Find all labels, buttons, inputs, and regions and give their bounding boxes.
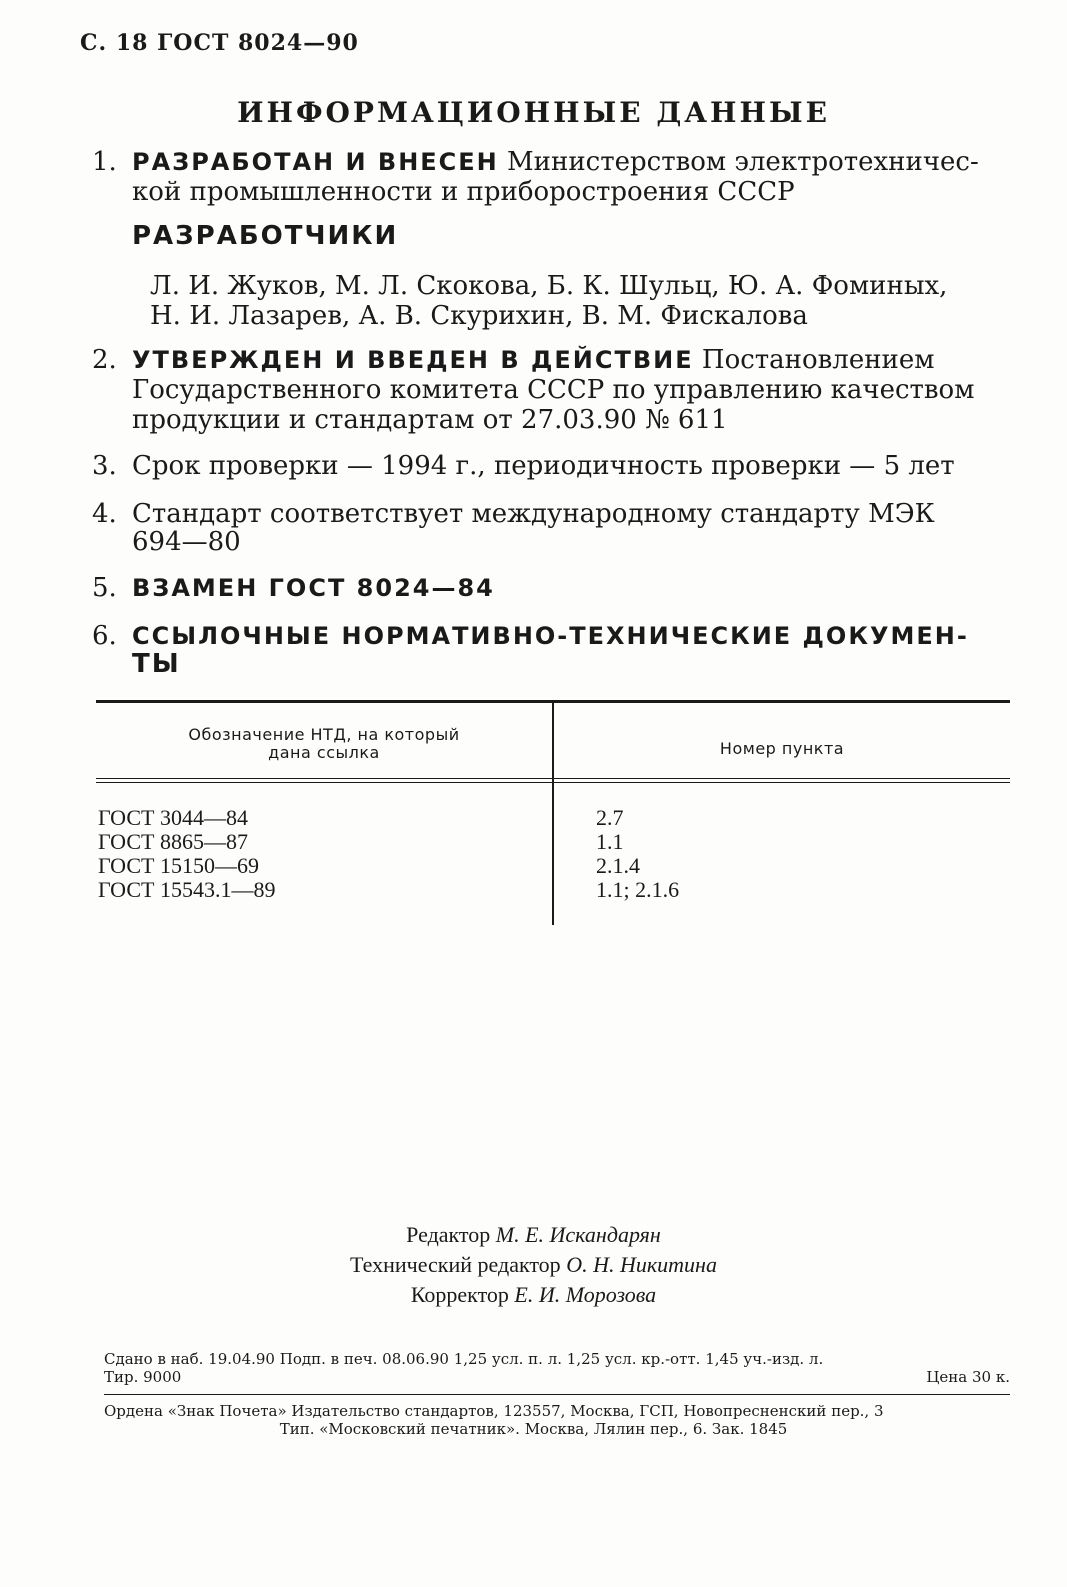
section-title: ИНФОРМАЦИОННЫЕ ДАННЫЕ [237, 96, 830, 129]
credit-name: М. Е. Искандарян [495, 1222, 661, 1247]
item-text: Стандарт соответствует международному стандарту МЭК [132, 499, 935, 529]
item-3 [92, 452, 955, 480]
imprint-publisher: Ордена «Знак Почета» Издательство стандартов, 123557, Москва, ГСП, Новопресненский пер., 3 [104, 1402, 884, 1420]
table-header-designation [96, 726, 552, 762]
item-6 [92, 622, 969, 650]
item-lead: РАЗРАБОТАН И ВНЕСЕН [132, 148, 499, 176]
table-row-clause: 2.1.4 [596, 853, 640, 878]
item-number: 3. [92, 451, 117, 481]
item-number: 5. [92, 573, 117, 603]
table-row-doc: ГОСТ 15543.1—89 [98, 877, 276, 902]
developers-line-1: Л. И. Жуков, М. Л. Скокова, Б. К. Шульц, Ю. А. Фоминых, [150, 271, 948, 301]
item-text: Срок проверки — 1994 г., периодичность проверки — 5 лет [132, 451, 955, 481]
developers-line-2: Н. И. Лазарев, А. В. Скурихин, В. М. Фискалова [150, 301, 808, 331]
credit-role: Корректор [410, 1282, 509, 1307]
item-text: Постановлением [701, 345, 935, 375]
item-6-line-2: ТЫ [132, 649, 181, 679]
item-lead: УТВЕРЖДЕН И ВВЕДЕН В ДЕЙСТВИЕ [132, 346, 694, 374]
credit-editor [0, 1222, 1067, 1248]
item-1 [92, 148, 979, 176]
item-number: 4. [92, 499, 117, 529]
item-number: 6. [92, 621, 117, 651]
item-1-continuation: кой промышленности и приборостроения СССР [132, 177, 795, 207]
item-4-line-2: 694—80 [132, 527, 241, 557]
table-header-rule-2 [96, 782, 1010, 783]
table-column-divider [552, 703, 554, 925]
table-row-doc: ГОСТ 8865—87 [98, 829, 248, 854]
item-lead: ВЗАМЕН ГОСТ 8024—84 [132, 574, 495, 602]
developers-label: РАЗРАБОТЧИКИ [132, 221, 399, 251]
item-number: 1. [92, 147, 117, 177]
item-2 [92, 346, 934, 374]
table-row-doc: ГОСТ 15150—69 [98, 853, 259, 878]
table-header-clause: Номер пункта [719, 739, 845, 758]
credit-name: О. Н. Никитина [566, 1252, 717, 1277]
item-text: Министерством электротехничес- [507, 147, 979, 177]
item-2-line-2: Государственного комитета СССР по управлению качеством [132, 375, 975, 405]
credit-role: Технический редактор [350, 1252, 561, 1277]
table-header-rule-1 [96, 778, 1010, 779]
item-lead: ССЫЛОЧНЫЕ НОРМАТИВНО-ТЕХНИЧЕСКИЕ ДОКУМЕН- [132, 622, 969, 650]
item-5 [92, 574, 495, 602]
table-row-clause: 1.1 [596, 829, 624, 854]
table-row-clause: 2.7 [596, 805, 624, 830]
table-row-doc: ГОСТ 3044—84 [98, 805, 248, 830]
imprint-printer: Тип. «Московский печатник». Москва, Лялин пер., 6. Зак. 1845 [279, 1420, 788, 1438]
credit-role: Редактор [406, 1222, 491, 1247]
credit-proofreader [0, 1282, 1067, 1308]
imprint-price: Цена 30 к. [926, 1368, 1010, 1386]
item-4 [92, 500, 935, 528]
imprint-circulation: Тир. 9000 [104, 1368, 182, 1386]
credit-name: Е. И. Морозова [514, 1282, 657, 1307]
credit-tech-editor [0, 1252, 1067, 1278]
imprint-rule [104, 1394, 1010, 1395]
item-number: 2. [92, 345, 117, 375]
table-row-clause: 1.1; 2.1.6 [596, 877, 680, 902]
page-header: С. 18 ГОСТ 8024—90 [80, 30, 359, 56]
header-line: дана ссылка [268, 743, 380, 762]
item-2-line-3: продукции и стандартам от 27.03.90 № 611 [132, 405, 728, 435]
imprint-line-1: Сдано в наб. 19.04.90 Подп. в печ. 08.06.90 1,25 усл. п. л. 1,25 усл. кр.-отт. 1,45 уч.-изд. л. [104, 1350, 824, 1368]
header-line: Обозначение НТД, на который [188, 725, 460, 744]
